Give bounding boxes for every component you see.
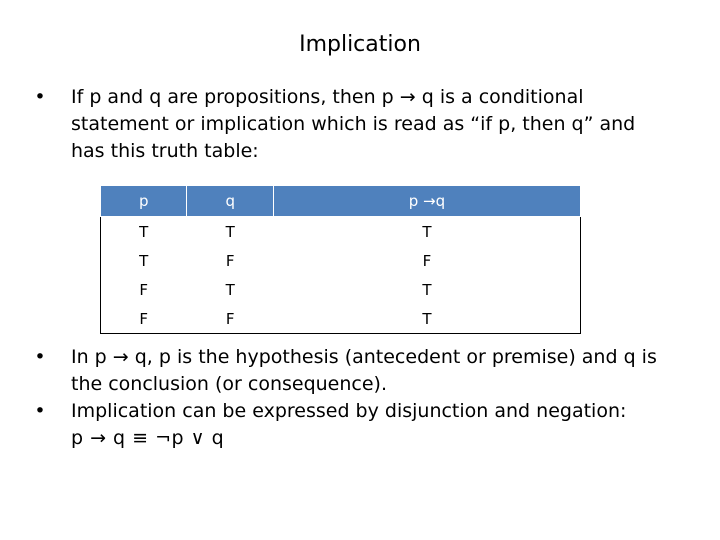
table-row: [101, 304, 581, 334]
table-cell: T: [273, 275, 580, 304]
bullet-marker: •: [34, 346, 46, 368]
equivalence-line-1: Implication can be expressed by disjunction and negation:: [71, 400, 627, 422]
hypothesis-bullet: [30, 344, 690, 398]
bullet-marker: •: [34, 86, 46, 108]
truth-table-header-row: [101, 186, 581, 217]
header-p-implies-q: p →q: [273, 186, 580, 217]
header-q: q: [187, 186, 273, 217]
table-cell: T: [273, 217, 580, 247]
hypothesis-line-1: In p → q, p is the hypothesis (antecedent or premise) and q is: [71, 346, 657, 368]
hypothesis-line-2: the conclusion (or consequence).: [71, 373, 387, 395]
formula: p → q ≡ ¬p ∨ q: [71, 427, 225, 449]
table-cell: T: [101, 246, 187, 275]
table-cell: F: [187, 304, 273, 334]
intro-line-1: If p and q are propositions, then p → q is a conditional: [71, 86, 584, 108]
table-cell: T: [273, 304, 580, 334]
truth-table: [100, 185, 581, 334]
bottom-bullet-list: [30, 344, 690, 452]
bullet-marker: •: [34, 400, 46, 422]
slide-title: Implication: [299, 32, 421, 57]
table-row: [101, 275, 581, 304]
equivalence-bullet: [30, 398, 690, 425]
header-p: p: [101, 186, 187, 217]
table-cell: F: [273, 246, 580, 275]
intro-line-3: has this truth table:: [71, 140, 259, 162]
table-cell: T: [187, 275, 273, 304]
table-cell: F: [101, 275, 187, 304]
table-row: [101, 246, 581, 275]
intro-bullet-list: [30, 84, 690, 165]
intro-line-2: statement or implication which is read as “if p, then q” and: [71, 113, 636, 135]
intro-bullet: [30, 84, 690, 165]
table-cell: T: [187, 217, 273, 247]
table-cell: F: [101, 304, 187, 334]
table-row: [101, 217, 581, 247]
table-cell: F: [187, 246, 273, 275]
table-cell: T: [101, 217, 187, 247]
